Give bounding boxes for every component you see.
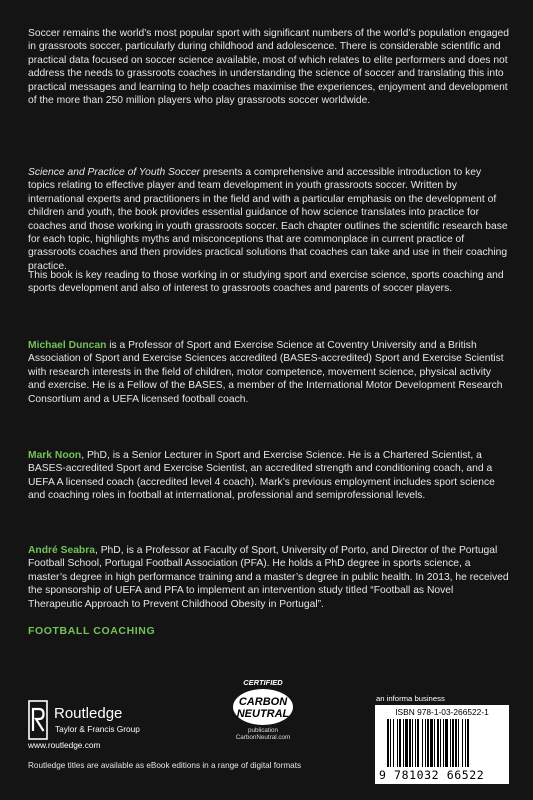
publication-label: publication — [247, 727, 279, 734]
book-title: Science and Practice of Youth Soccer — [28, 167, 201, 178]
barcode-icon — [383, 719, 503, 771]
isbn-number: ISBN 978-1-03-266522-1 — [395, 707, 489, 717]
carbon-line-1: CARBON — [238, 696, 288, 708]
routledge-r-icon — [28, 700, 48, 740]
carbon-neutral-badge — [228, 678, 298, 763]
publisher-group: Taylor & Francis Group — [55, 724, 140, 734]
carbon-neutral-logo-icon — [231, 687, 295, 727]
author-bio-3 — [28, 544, 510, 611]
publisher-name: Routledge — [54, 705, 123, 722]
carbon-line-2: NEUTRAL — [236, 708, 290, 720]
author-bio-text: , PhD, is a Senior Lecturer in Sport and Exercise Science. He is a Chartered Scientist, a BASES-accredited Sport and Exercise Scientist, an accredited strength and conditioning coach, and a UEFA A licensed coach (accredited level 4 coach). Mark’s previous employment includes sport science and coaching roles in football at international, professional and semiprofessional levels. — [28, 450, 495, 502]
carbon-neutral-url: CarbonNeutral.com — [235, 734, 291, 741]
author-name: Michael Duncan — [28, 340, 107, 351]
description-paragraph-3: This book is key reading to those working in or studying sport and exercise science, sports coaching and sports development and also of interest to grassroots coaches and parents of soccer players. — [28, 270, 504, 295]
description-paragraph-1: Soccer remains the world’s most popular sport with significant numbers of the world’s population engaged in grassroots soccer, particularly during childhood and adolescence. There is considerable scientific and practical data focused on soccer science available, most of which relates to elite performers and does not address the needs to grassroots coaches in understanding the science of soccer and translating this into practical messages and learning to help coaches maximise the experiences, enjoyment and development of the more than 250 million players who play grassroots soccer worldwide. — [28, 28, 509, 107]
author-name: André Seabra — [28, 545, 95, 556]
description-paragraph-2 — [28, 166, 510, 273]
publisher-url[interactable]: www.routledge.com — [28, 740, 101, 750]
isbn-barcode-box — [375, 705, 509, 784]
author-bio-text: is a Professor of Sport and Exercise Science at Coventry University and a British Association of Sport and Exercise Sciences accredited (BASES-accredited) Sport and Exercise Scientist with research interests in the field of children, motor competence, movement science, physical activity and exercise. He is a Fellow of the BASES, a member of the International Motor Development Research Consortium and a UEFA licensed football coach. — [28, 340, 504, 405]
certified-label: CERTIFIED — [243, 678, 283, 687]
ebook-availability-note: Routledge titles are available as eBook editions in a range of digital formats — [28, 761, 302, 770]
author-bio-text: , PhD, is a Professor at Faculty of Sport, University of Porto, and Director of the Portugal Football School, Portugal Football Association (PFA). He holds a PhD degree in sports science, a master’s degree in high performance training and a master’s degree in public health. In 2013, he received the sponsorship of UEFA and PFA to implement an intervention study titled “Football as Novel Therapeutic Approach to Prevent Childhood Obesity in Portugal”. — [28, 545, 509, 610]
author-name: Mark Noon — [28, 450, 82, 461]
description-paragraph-2-text: presents a comprehensive and accessible introduction to key topics relating to effective player and team development in youth grassroots soccer. Written by international experts and practitioners in the field and with a particular emphasis on the development of children and youth, the book provides essential guidance of how science translates into practice for coaches and those working in youth grassroots soccer. Each chapter outlines the scientific research base for each topic, highlights myths and misconceptions that are commonplace in current practice of grassroots coaches and then provides practical solutions that coaches can take and use in their coaching practice. — [28, 167, 508, 272]
informa-business-label: an informa business — [376, 694, 445, 703]
author-bio-1 — [28, 339, 510, 406]
author-bio-2 — [28, 449, 510, 503]
barcode-digits: 9 781032 66522 — [379, 768, 485, 782]
subject-category: FOOTBALL COACHING — [28, 625, 156, 637]
